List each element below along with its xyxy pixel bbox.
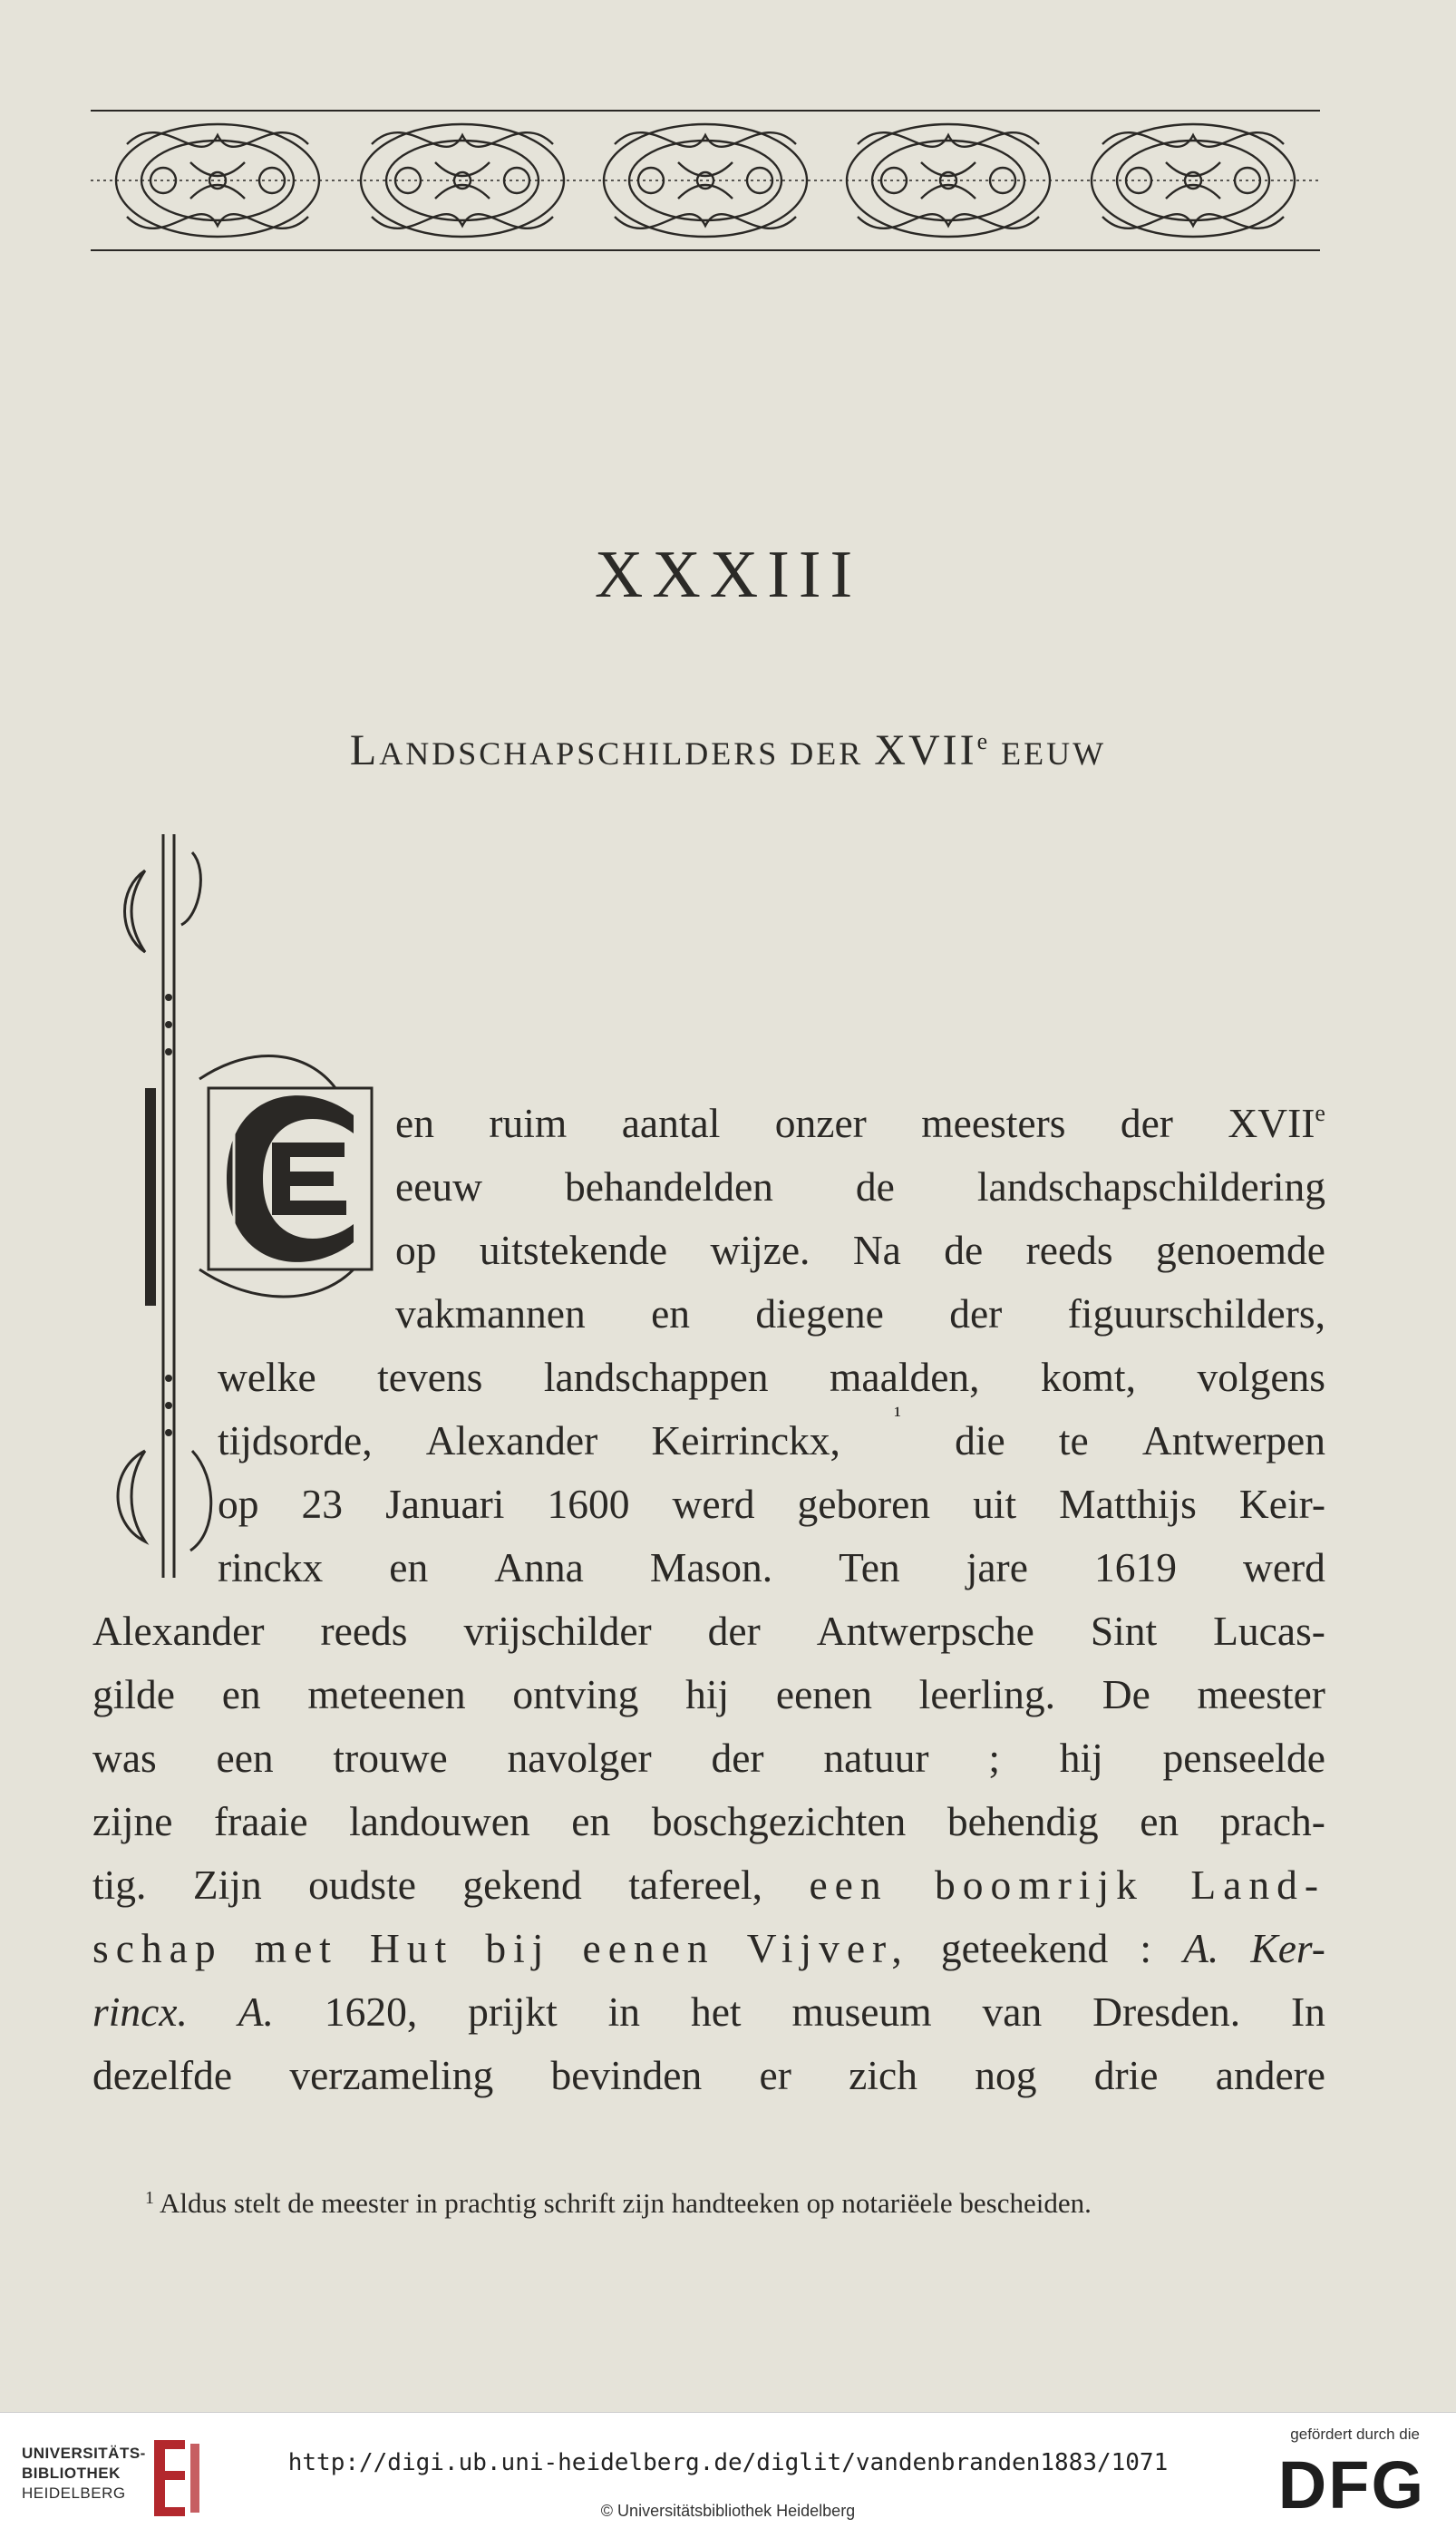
word: In xyxy=(1291,1989,1325,2035)
word: maalden, xyxy=(830,1354,980,1400)
word: ; xyxy=(988,1735,1000,1781)
word: behendig xyxy=(946,1798,1099,1844)
chapter-title xyxy=(0,725,1456,775)
word: werd xyxy=(1242,1544,1325,1590)
word: eeuw xyxy=(395,1163,482,1210)
text-line xyxy=(92,1861,1325,1909)
word: tijdsorde, xyxy=(218,1417,373,1463)
word: geteekend xyxy=(940,1925,1109,1971)
text-line xyxy=(92,1797,1325,1845)
word: Zijn xyxy=(192,1862,262,1908)
word: Ten xyxy=(839,1544,900,1590)
word: prijkt xyxy=(468,1989,558,2035)
word: en xyxy=(1140,1798,1179,1844)
word: navolger xyxy=(507,1735,652,1781)
word: meester xyxy=(1197,1671,1325,1717)
word: A. xyxy=(1183,1925,1219,1971)
word: behandelden xyxy=(565,1163,773,1210)
word: Lucas- xyxy=(1213,1608,1325,1654)
ornament-band xyxy=(91,107,1320,254)
word: welke xyxy=(218,1354,316,1400)
word: wijze. xyxy=(710,1227,811,1273)
library-line-2: BIBLIOTHEK xyxy=(22,2465,121,2482)
word: ruim xyxy=(489,1100,568,1146)
word: jare xyxy=(966,1544,1028,1590)
word: XVIIe xyxy=(1228,1100,1325,1146)
word: trouwe xyxy=(333,1735,448,1781)
word: te xyxy=(1058,1417,1089,1463)
text-line xyxy=(218,1353,1325,1401)
word: bevinden xyxy=(550,2052,703,2098)
word: een xyxy=(809,1862,888,1908)
word: tevens xyxy=(377,1354,483,1400)
word: Land- xyxy=(1190,1862,1325,1908)
word: en xyxy=(221,1671,261,1717)
word: der xyxy=(1120,1100,1173,1146)
text-line xyxy=(92,2051,1325,2099)
word: bij xyxy=(485,1925,551,1971)
word: met xyxy=(254,1925,338,1971)
word: Vijver, xyxy=(746,1925,909,1971)
word: tafereel, xyxy=(628,1862,762,1908)
word: Alexander xyxy=(425,1417,598,1463)
word: leerling. xyxy=(918,1671,1056,1717)
word: Sint xyxy=(1090,1608,1158,1654)
word: Januari xyxy=(385,1481,505,1527)
word: hij xyxy=(1059,1735,1103,1781)
word: hij xyxy=(685,1671,730,1717)
word: Na xyxy=(852,1227,901,1273)
dfg-caption: gefördert durch die xyxy=(1290,2426,1420,2443)
library-line-1: UNIVERSITÄTS- xyxy=(22,2445,146,2462)
word: die xyxy=(955,1417,1005,1463)
word: vakmannen xyxy=(395,1290,586,1337)
text-line xyxy=(395,1226,1325,1274)
word: natuur xyxy=(823,1735,929,1781)
footnote-mark: 1 xyxy=(145,2188,154,2208)
word: vrijschilder xyxy=(463,1608,652,1654)
word: Matthijs xyxy=(1059,1481,1197,1527)
word: dezelfde xyxy=(92,2052,233,2098)
word: verzameling xyxy=(289,2052,494,2098)
footnote xyxy=(145,2187,1324,2220)
word: en xyxy=(651,1290,691,1337)
word: het xyxy=(690,1989,742,2035)
dfg-logo: DFG xyxy=(1277,2447,1425,2523)
text-line xyxy=(92,1607,1325,1655)
word: diegene xyxy=(755,1290,884,1337)
word: ¹ xyxy=(894,1402,901,1428)
word: Dresden. xyxy=(1092,1989,1241,2035)
word: reeds xyxy=(1025,1227,1113,1273)
text-line xyxy=(395,1162,1325,1211)
word: drie xyxy=(1093,2052,1159,2098)
word: landouwen xyxy=(349,1798,530,1844)
word: onzer xyxy=(774,1100,867,1146)
word: penseelde xyxy=(1162,1735,1325,1781)
word: Keir- xyxy=(1238,1481,1325,1527)
word: eenen xyxy=(582,1925,715,1971)
text-line xyxy=(92,1924,1325,1972)
word: genoemde xyxy=(1156,1227,1325,1273)
text-line xyxy=(218,1480,1325,1528)
text-line xyxy=(218,1402,1325,1464)
word: in xyxy=(607,1989,641,2035)
word: 1600 xyxy=(547,1481,630,1527)
word: boschgezichten xyxy=(651,1798,907,1844)
word: en xyxy=(571,1798,611,1844)
footnote-text: Aldus stelt de meester in prachtig schrift zijn handteeken op notariëele bescheiden. xyxy=(160,2187,1092,2219)
word: er xyxy=(759,2052,791,2098)
word: een xyxy=(216,1735,274,1781)
word: fraaie xyxy=(214,1798,308,1844)
word: geboren xyxy=(797,1481,931,1527)
word: der xyxy=(949,1290,1003,1337)
chapter-title-sup: e xyxy=(976,728,991,754)
superscript: e xyxy=(1315,1100,1325,1126)
word: aantal xyxy=(621,1100,721,1146)
word: gekend xyxy=(462,1862,582,1908)
copyright-text: © Universitätsbibliothek Heidelberg xyxy=(600,2502,856,2520)
word: op xyxy=(218,1481,259,1527)
word: boomrijk xyxy=(935,1862,1144,1908)
word: ontving xyxy=(512,1671,639,1717)
word: rincx. xyxy=(92,1989,188,2035)
word: Hut xyxy=(370,1925,454,1971)
word: uit xyxy=(973,1481,1017,1527)
word: van xyxy=(982,1989,1043,2035)
word: tig. xyxy=(92,1862,147,1908)
chapter-title-last: EEUW xyxy=(990,735,1107,772)
word: uitstekende xyxy=(479,1227,668,1273)
word: landschappen xyxy=(543,1354,769,1400)
word: Anna xyxy=(494,1544,584,1590)
chapter-title-rest: ANDSCHAPSCHILDERS DER xyxy=(379,735,875,772)
word: schap xyxy=(92,1925,223,1971)
word: der xyxy=(707,1608,761,1654)
text-line xyxy=(395,1099,1325,1147)
library-line-3: HEIDELBERG xyxy=(22,2485,126,2502)
word: de xyxy=(855,1163,895,1210)
word: meteenen xyxy=(307,1671,466,1717)
word: meesters xyxy=(921,1100,1066,1146)
text-line xyxy=(92,1670,1325,1718)
word: volgens xyxy=(1197,1354,1325,1400)
word: De xyxy=(1102,1671,1150,1717)
chapter-number: XXXIII xyxy=(594,538,862,612)
chapter-title-initial: L xyxy=(349,726,380,774)
word: was xyxy=(92,1735,157,1781)
word: oudste xyxy=(308,1862,416,1908)
word: Mason. xyxy=(649,1544,773,1590)
word: zijne xyxy=(92,1798,173,1844)
word: Antwerpen xyxy=(1141,1417,1325,1463)
word: en xyxy=(395,1100,434,1146)
word: en xyxy=(389,1544,429,1590)
word: zich xyxy=(849,2052,917,2098)
word: Alexander xyxy=(92,1608,265,1654)
word: op xyxy=(395,1227,437,1273)
word: 23 xyxy=(301,1481,344,1527)
footer-bar xyxy=(0,2412,1456,2538)
word: Ker- xyxy=(1250,1925,1325,1971)
word: 1620, xyxy=(324,1989,418,2035)
word: Keirrinckx, xyxy=(651,1417,840,1463)
word: de xyxy=(944,1227,984,1273)
word: Antwerpsche xyxy=(816,1608,1034,1654)
text-line xyxy=(92,1734,1325,1782)
word: rinckx xyxy=(218,1544,324,1590)
permalink-url[interactable]: http://digi.ub.uni-heidelberg.de/diglit/vandenbranden1883/1071 xyxy=(287,2449,1169,2476)
text-line xyxy=(218,1543,1325,1591)
word: prach- xyxy=(1219,1798,1325,1844)
word: A. xyxy=(238,1989,274,2035)
word: komt, xyxy=(1041,1354,1136,1400)
word: andere xyxy=(1215,2052,1325,2098)
word: gilde xyxy=(92,1671,175,1717)
word: museum xyxy=(791,1989,932,2035)
word: nog xyxy=(975,2052,1037,2098)
word: werd xyxy=(672,1481,755,1527)
word: 1619 xyxy=(1093,1544,1177,1590)
word: eenen xyxy=(775,1671,872,1717)
word: reeds xyxy=(320,1608,408,1654)
text-line xyxy=(395,1289,1325,1337)
chapter-title-roman: XVII xyxy=(874,726,977,774)
word: figuurschilders, xyxy=(1067,1290,1325,1337)
word: : xyxy=(1140,1925,1152,1971)
text-line xyxy=(92,1988,1325,2036)
word: der xyxy=(711,1735,764,1781)
word: landschapschildering xyxy=(976,1163,1325,1210)
